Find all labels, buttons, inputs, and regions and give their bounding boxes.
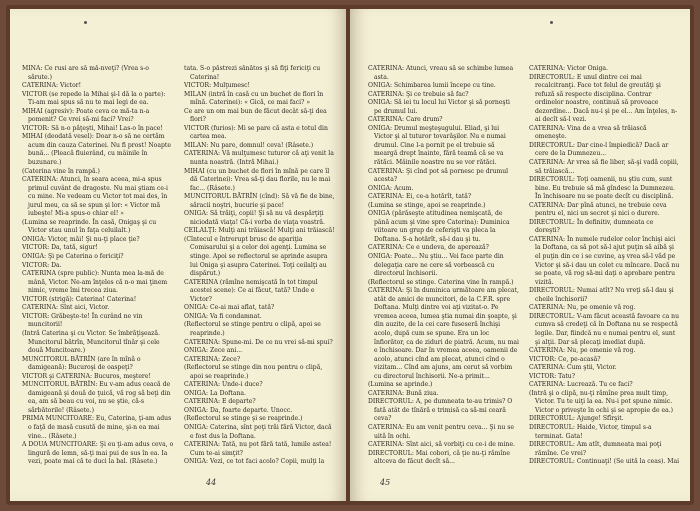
script-line: tata. S-o păstrezi sănătos şi să fiţi fericiţi cu Caterina! (184, 65, 321, 81)
script-line: VICTOR: Mulţumesc! (184, 82, 250, 90)
script-line: DIRECTORUL: E unul dintre cei mai recalcitranţi. Face tot felul de greutăţi şi refuză să respecte disciplina. Contrar ordinelor noastre, continuă să provoace dezordine... Dacă nu-i şi pe el... Am înţeles, n-ai decît să-l vezi. (529, 73, 678, 124)
script-line: PRIMA MUNCITOARE: Eu, Caterina, ţi-am adus o faţă de masă cusută de mine, şi-n ea mai vine... (Râsete.) (22, 415, 172, 440)
script-line: CATERINA: Şi ce trebuie să fac? (368, 90, 469, 98)
script-line: CATERINA: Vina de a vrea să trăiască omeneşte. (529, 124, 647, 141)
script-line: ONIGA: Va fi condamnat. (184, 312, 262, 320)
script-line: VICTOR şi CATERINA: Bucuros, meşterе! (22, 372, 151, 380)
script-line: ONIGA: Caterina, sînt poţi trăi fără Victor, dacă e fost dus la Doftana. (184, 423, 332, 440)
script-line: CATERINA: Lucrează. Tu ce faci? (529, 381, 633, 389)
script-line: ONIGA: Să iei tu locul lui Victor şi să porneşti pe drumul lui. (368, 99, 510, 115)
script-line: Ce are un om mai bun de făcut decât să-ţi dea flori? (184, 107, 327, 124)
script-line: DIRECTORUL: Continuaţi! (Se uită la ceas). Mai (529, 458, 680, 465)
script-line: CATERINA: Bună ziua. (368, 389, 439, 397)
script-line: (Intră şi o clipă, nu-ţi rămîne prea mult timp, Victor. Tu te uiţi la ea. Nu-i pot spune nimic. Victor o priveşte în ochi şi se apropie de ea.) (529, 389, 674, 414)
script-line: CATERINA: Victor Oniga. (529, 65, 608, 72)
book-spread (6, 5, 694, 505)
script-line: VICTOR (strigă): Caterina! Caterina! (22, 295, 137, 303)
script-line: MINA: Ce rusi are să mă-nveţi? (Vrea s-o sărute.) (22, 65, 149, 81)
script-line: CATERINA: Şi cînd pot să pornesc pe drumul acesta? (368, 167, 509, 184)
script-line: DIRECTORUL: Dar cine-l împiedică? Dacă ar cere de la Dumnezeu... (529, 141, 669, 158)
script-line: (Intră Caterina şi cu Victor. Se îmbrăţişează. Muncitorul bătrîn, Muncitorul tînăr şi cele două Muncitoare.) (22, 329, 160, 355)
script-line: MIHAI (deodată vesel): Doar n-o să ne certăm acum din cauza Caterinei. Nu fi prost! Noapte bună... (Pleacă fluierând, cu mâinile în buzunare.) (22, 133, 171, 167)
script-line: MILAN (intră în casă cu un buchet de flori în mînă. Caterinei): « Gică, ce mai faci? » (184, 90, 324, 107)
script-line: MILAN: Nu pare, domnul! ceva! (Râsete.) (184, 141, 314, 149)
script-line: DIRECTORUL: Ajunge! Sfîrşit. (529, 415, 624, 423)
script-line: CATERINA: Dar pînă atunci, ne trebuie ceva pentru el, nici un secret şi nici o durere. (529, 201, 667, 218)
script-line: (Lumina se stinge, apoi se reaprinde.) (368, 201, 486, 209)
script-line: DIRECTORUL: Haide, Victor, timpul s-a terminat. Gata! (529, 423, 652, 440)
script-line: VICTOR: Da, tată, sigur! (22, 244, 98, 252)
left-page (10, 9, 346, 501)
script-line: CATERINA: Vă mulţumesc tuturor că aţi venit la nunta noastră. (Intră Mihai.) (184, 150, 334, 167)
script-line: CATERINA: Ar vrea să fie liber, să-şi vadă copiii, să trăiască... (529, 159, 679, 175)
script-line: MUNCITORUL BĂTRÎN (cînd): Să vă fie de bine, săracii noştri, bucurie şi pace! (184, 193, 335, 209)
script-line: ONIGA: Schimbarea lumii începe cu tine. (368, 82, 496, 90)
script-line: CATERINA: Zece? (184, 355, 241, 363)
script-line: CATERINA (rămîne nemişcată în tot timpul acestei scene): Ce ai făcut, tată? Unde e Victor? (184, 278, 318, 303)
left-column-2 (184, 65, 336, 465)
script-line: (Lumina se reaprinde. În casă, Onigaş şi cu Victor stau unul în faţa celuilalt.) (22, 218, 157, 235)
script-line: ONIGA: Vezi, ce tot faci acolo? Copii, mulţi la (184, 458, 325, 465)
script-line: CATERINA: Eu am venit pentru ceva... Şi nu se uită în ochi. (368, 423, 515, 440)
script-line: MIHAI (agresiv): Poate ceva ce mă-ta n-a pomenit? Ce vrei să-mi faci? Vrei? (22, 107, 150, 124)
script-line: (Reflectorul se stinge pentru o clipă, apoi se reaprinde.) (184, 321, 321, 337)
script-line: ONIGA: Ce-ai mai aflat, tată? (184, 304, 275, 312)
right-page (350, 9, 690, 501)
script-line: CATERINA: Atunci, în seara aceea, mi-a spus primul cuvânt de dragoste. Nu mai ştiam ce-i cu mine. Ne vedeam cu Victor tot mai des, în jurul meu, ca să se spun şi lor: « Victor mă iubeşte! Mi-a spus-o chiar el! » (22, 176, 168, 218)
script-line: ONIGA: Şi pe Caterina o fericiţi? (22, 253, 124, 261)
script-line: (Reflectorul se stinge din nou pentru o clipă, apoi se reaprinde.) (184, 364, 323, 380)
script-line: ONIGA: Acum. (368, 184, 414, 192)
script-line: ONIGA: Drumul meşteşugului. Eliad, şi lui Victor şi al tuturor tovarăşilor. Nu e numai drumul. Cine l-a pornit pe el trebuie să meargă drept înainte, fără teamă că se va rătăci. Mâinile noastre nu se vor rătăci. (368, 124, 506, 167)
script-line: VICTOR (furios): Mi se pare că asta e totul din cartea mea. (184, 124, 328, 141)
script-line: (Reflectorul se stinge. Caterina vine în rampă.) (368, 278, 514, 286)
script-line: ONIGA: Să trăiţi, copii! Şi să nu vă despărţiţi niciodată viaţa! Că-i vorba de viaţa voastră. (184, 210, 325, 226)
script-line: CATERINA: Cum ştii, Victor. (529, 364, 617, 372)
script-line: ONIGA: Da, foarte departe. Unocc. (184, 406, 293, 414)
script-line: CATERINA: Sînt aici, Victor. (22, 304, 110, 312)
script-line: VICTOR: Da. (22, 261, 62, 269)
script-line: CATERINA: Atunci, vreau să se schimbe lumea asta. (368, 65, 514, 81)
script-line: CATERINA: Nu, pe omenie vă rog. (529, 304, 636, 312)
script-line: CATERINA: E departe? (184, 398, 256, 406)
left-column-1 (22, 65, 174, 465)
script-line: DIRECTORUL: Mai cobori, că ţie nu-ţi rămîne altceva de făcut decît să... (368, 449, 510, 465)
script-line: CATERINA (spre public): Nunta mea la-mă de mână, Victor. Ne-am înţeles că n-o mai ţinem nimic, vreme îmi trecea ziua. (22, 270, 168, 295)
page-number: 44 (206, 478, 217, 487)
script-line: VICTOR: Ce, pe-acasă? (529, 355, 601, 363)
script-line: (Caterina vine în rampă.) (22, 167, 100, 175)
script-line: VICTOR (se repede la Mihai şi-l dă la o parte): Ti-am mai spus să nu te mai legi de ea. (22, 90, 166, 107)
script-line: (Lumina se aprinde.) (368, 381, 433, 389)
script-line: MIHAI (cu un buchet de flori în mînă pe care îl dă Caterinei): Vrea să-ţi dau florile, nu le mai fac... (Râsete.) (184, 167, 331, 192)
script-line: DIRECTORUL: Toţi oamenii, nu ştiu cum, sunt bine. Eu trebuie să mă gîndesc la Dumnezeu. În închisoare nu se poate decît cu disciplină. (529, 176, 675, 201)
script-line: DIRECTORUL: În definitiv, dumneata ce doreşti? (529, 218, 654, 235)
page-mark (550, 21, 553, 24)
script-line: VICTOR: Grăbeşte-te! În curând ne vin muncitorii! (22, 312, 143, 329)
script-line: CATERINA: Nu, pe omenie vă rog. (529, 347, 636, 355)
script-line: CATERINA: Spune-mi. De ce nu vrei să-mi spui? (184, 338, 333, 346)
script-line: CATERINA: Şi în duminica următoare am plecat, atât de amici de muncitori, de la C.F.R. spre Doftana. Mulţi dintre voi aţi vizitat-o. Pe vremea aceea, lumea ştia numai din şoapte, şi din auzite, de la cei care fuseseră închişi acolo, după cum se spune. Era un loc înfiorător, ca de ziduri de piatră. Acum, nu mai e închisoare. Dar în vremea aceea, oamenii de acolo, atunci cînd am plecat, atunci cînd o vizitam... Cînd am ajuns, am cerut să vorbim cu directorul închisorii. Ne-a primit... (368, 287, 519, 380)
script-line: ONIGA: Poate... Nu ştiu... Vei face parte din delegaţia care ne cere să vorbească cu directorul închisorii. (368, 253, 504, 278)
script-line: A DOUA MUNCITOARE: Şi eu ţi-am adus ceva, o lingură de lemn, să-ţi mai pui de sus în ea. Ia vezi, poate mai că te duci la bal. (Râsete.) (22, 441, 174, 465)
script-line: MUNCITORUL BĂTRÎN: Eu v-am adus ceacă de damigeană şi două de ţuică, vă rog să beţi din ea, am să beau cu voi, nu se ştie, că-s sărbătorile! (Râsete.) (22, 381, 171, 414)
script-line: ONIGA: Zece ani... (184, 347, 243, 355)
script-line: CATERINA: Victor! (22, 82, 82, 90)
script-line: ONIGA: La Doftana. (184, 389, 246, 397)
right-column-2 (529, 65, 680, 465)
script-line: DIRECTORUL: Numai atît? Nu vreţi să-l dau şi cheile închisorii? (529, 287, 674, 303)
script-line: DIRECTORUL: Am atît, dumneata mai poţi rămîne. Ce vrei? (529, 441, 662, 457)
script-line: CATERINA: Care drum? (368, 116, 443, 124)
right-column-1 (368, 65, 519, 465)
script-line: CATERINA: În numele rudelor celor închişi aici la Doftana, ca să pot să-l ajut puţin să aibă şi el puţin din ce i se cuvine, aş vrea să-l văd pe Victor şi să-i dau un colet cu mîncare. Dacă nu se poate, vă rog să-mi daţi o aprobare pentru vizită. (529, 235, 680, 286)
script-line: (Cîntecul e întrerupt brusc de apariţia Comisarului şi a celor doi agenţi. Lumina se stinge. Apoi se reflectorul se aprinde asupra lui Oniga şi asupra Caterinei. Toţi ceilalţi au dispărut.) (184, 235, 328, 278)
page-number: 45 (380, 478, 391, 487)
script-line: CATERINA: Ei, ce-a hotărît, tată? (368, 193, 472, 201)
script-line: VICTOR: Tatu? (529, 372, 575, 380)
script-line: CATERINA: Unde-i duce? (184, 381, 263, 389)
script-line: CATERINA: Sînt aici, să vorbiţi cu ce-i de mine. (368, 441, 515, 449)
script-line: (Reflectorul se stinge şi se reaprinde.) (184, 415, 303, 423)
script-line: DIRECTORUL: A, pe dumneata te-au trimis? O fată atât de tînără e trimisă ca să-mi ceară ceva? (368, 398, 513, 423)
script-line: CEILALŢI: Mulţi ani trăiască! Mulţi ani trăiască! (184, 227, 335, 235)
script-line: VICTOR: Să n-o păţeşti, Mihai! Las-o în pace! (22, 124, 163, 132)
script-line: MUNCITORUL BĂTRÎN (are în mînă o damigeană): Bucuroşi de oaspeţi? (22, 355, 141, 372)
script-line: CATERINA: Ce e undeva, de aperează? (368, 244, 489, 252)
script-line: DIRECTORUL: V-am făcut această favoare ca nu cumva să credeţi că în Doftana nu se respectă legile. Dar, fiindcă nu e numai pentru el, sunt şi alţii. Dar să plecaţi imediat după. (529, 312, 680, 346)
script-line: CATERINA: Tată, nu pot fără tată, lumile astea! Cum te-ai simţit? (184, 441, 332, 457)
page-mark (84, 21, 87, 24)
script-line: ONIGA (părăseşte atitudinea nemişcată, de până acum şi vine spre Caterina): Duminica viitoare un grup de ceferişti va pleca la Doftana. S-a hotărît, să-i dau şi tu. (368, 210, 510, 243)
script-line: ONIGA: Victor, măi! Şi nu-ţi place ţie? (22, 235, 140, 243)
